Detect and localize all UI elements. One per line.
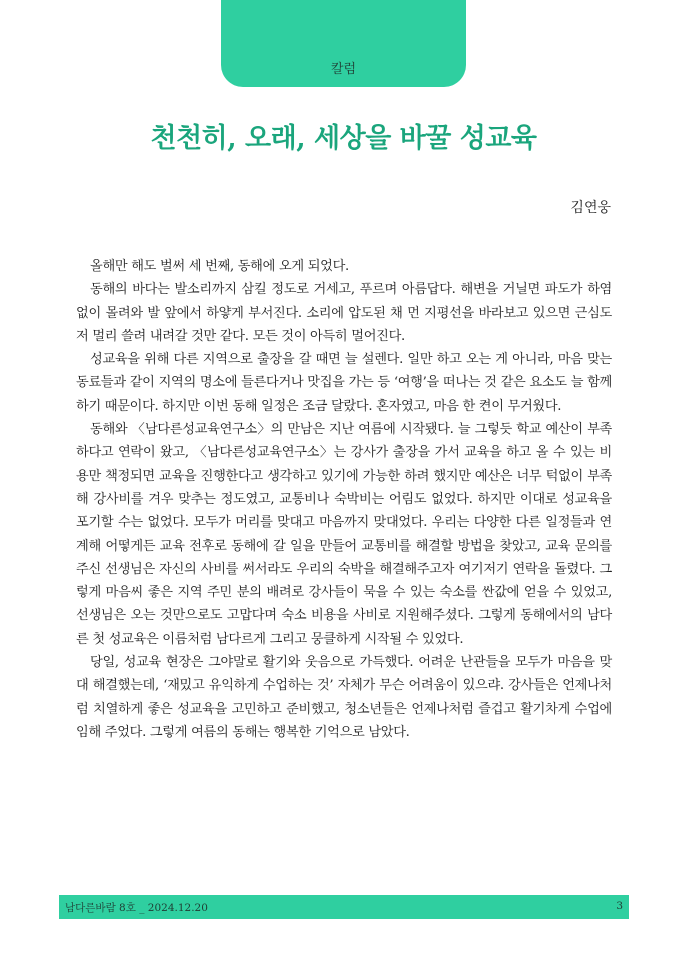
paragraph: 올해만 해도 벌써 세 번째, 동해에 오게 되었다.: [90, 259, 349, 274]
section-label: 칼럼: [330, 62, 357, 77]
article-body: [76, 255, 612, 744]
article-author: 김연웅: [570, 200, 611, 216]
paragraph: 성교육을 위해 다른 지역으로 출장을 갈 때면 늘 설렌다. 일만 하고 오는 게 아니라, 마음 맞는 동료들과 같이 지역의 명소에 들른다거나 맛집을 가는 등 ‘여행’을 떠나는 것 같은 요소도 늘 함께하기 때문이다. 하지만 이번 동해 일정은 조금 달랐다. 혼자였고, 마음 한 켠이 무거웠다.: [76, 352, 612, 414]
page-footer: [59, 895, 629, 919]
section-tab: [221, 0, 466, 87]
publication-info: 남다른바람 8호 _ 2024.12.20: [65, 902, 208, 914]
paragraph: 당일, 성교육 현장은 그야말로 활기와 웃음으로 가득했다. 어려운 난관들을 모두가 마음을 맞대 해결했는데, ‘재밌고 유익하게 수업하는 것’ 자체가 무슨 어려움이 있으랴. 강사들은 언제나처럼 치열하게 좋은 성교육을 고민하고 준비했고, 청소년들은 언제나처럼 즐겁고 활기차게 수업에 임해 주었다. 그렇게 여름의 동해는 행복한 기억으로 남았다.: [76, 655, 612, 740]
article-title: 천천히, 오래, 세상을 바꿀 성교육: [150, 123, 537, 154]
page-number: 3: [616, 900, 623, 912]
paragraph: 동해와 〈남다른성교육연구소〉의 만남은 지난 여름에 시작됐다. 늘 그렇듯 학교 예산이 부족하다고 연락이 왔고, 〈남다른성교육연구소〉는 강사가 출장을 가서 교육을 하고 올 수 있는 비용만 책정되면 교육을 진행한다고 생각하고 있기에 가능한 하려 했지만 예산은 너무 턱없이 부족해 강사비를 겨우 맞추는 정도였고, 교통비나 숙박비는 어림도 없었다. 하지만 이대로 성교육을 포기할 수는 없었다. 모두가 머리를 맞대고 마음까지 맞대었다. 우리는 다양한 다른 일정들과 연계해 어떻게든 교육 전후로 동해에 갈 일을 만들어 교통비를 해결할 방법을 찾았고, 교육 문의를 주신 선생님은 자신의 사비를 써서라도 우리의 숙박을 해결해주고자 여기저기 연락을 돌렸다. 그렇게 마음씨 좋은 지역 주민 분의 배려로 강사들이 묵을 수 있는 숙소를 싼값에 얻을 수 있었고, 선생님은 오는 것만으로도 고맙다며 숙소 비용을 사비로 지원해주셨다. 그렇게 동해에서의 남다른 첫 성교육은 이름처럼 남다르게 그리고 뭉클하게 시작될 수 있었다.: [76, 422, 612, 647]
paragraph: 동해의 바다는 발소리까지 삼킬 정도로 거세고, 푸르며 아름답다. 해변을 거닐면 파도가 하염없이 몰려와 발 앞에서 하얗게 부서진다. 소리에 압도된 채 먼 지평선을 바라보고 있으면 근심도 저 멀리 쓸려 내려갈 것만 같다. 모든 것이 아득히 멀어진다.: [76, 282, 612, 344]
